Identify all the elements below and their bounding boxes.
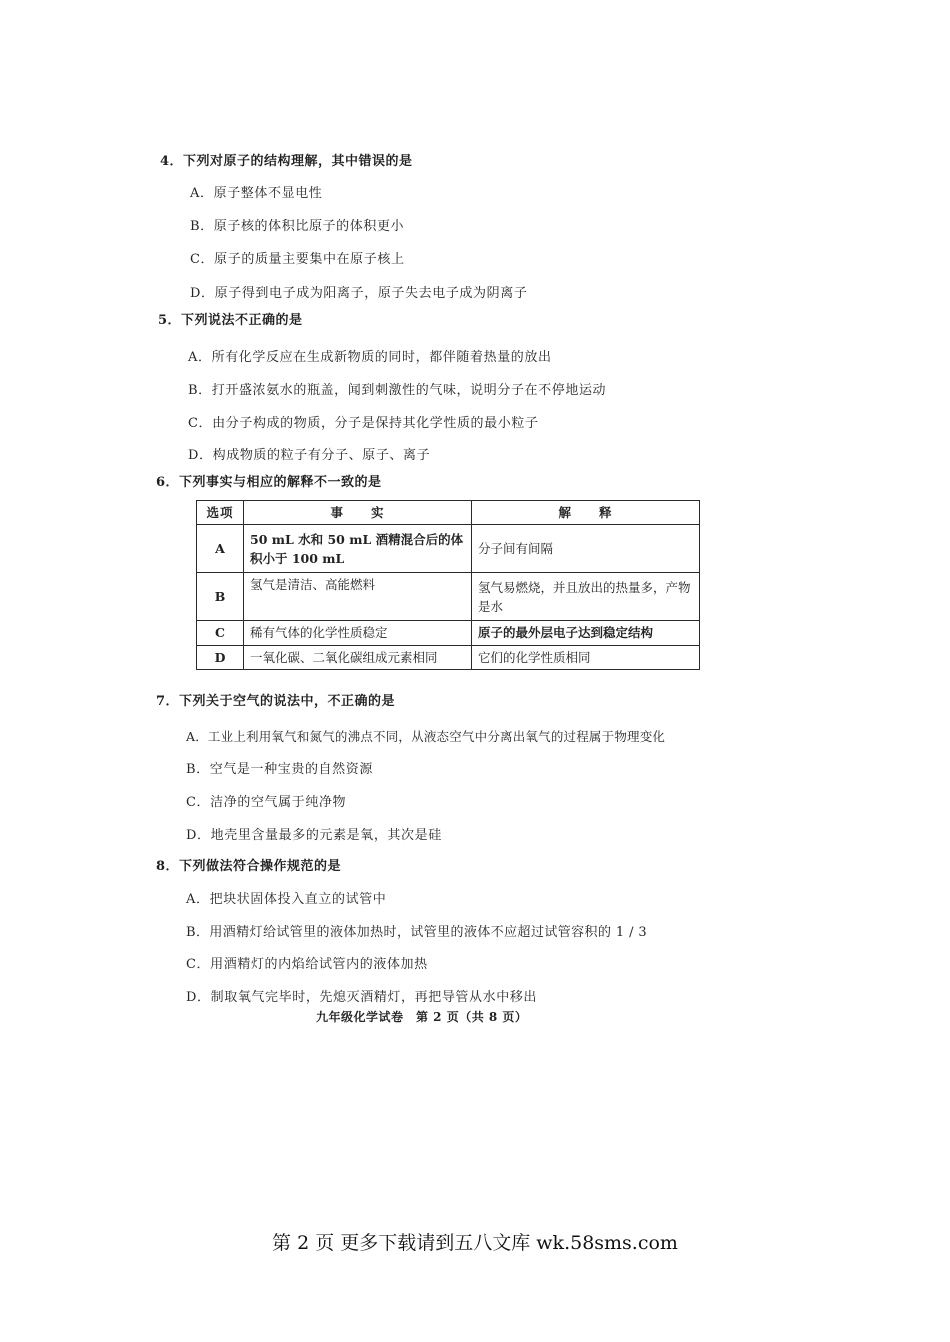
table-cell-fact: 一氧化碳、二氧化碳组成元素相同 [244, 645, 472, 669]
question-8-stem: 8．下列做法符合操作规范的是 [156, 859, 342, 874]
table-cell-explanation: 氢气易燃烧，并且放出的热量多，产物是水 [472, 573, 700, 621]
table-header-fact: 事 实 [244, 501, 472, 525]
table-cell-explanation: 分子间有间隔 [472, 525, 700, 573]
table-cell-fact: 稀有气体的化学性质稳定 [244, 621, 472, 645]
question-4-option-c: C．原子的质量主要集中在原子核上 [190, 252, 405, 267]
table-row [197, 621, 700, 645]
table-cell-explanation: 原子的最外层电子达到稳定结构 [472, 621, 700, 645]
question-8-option-b: B．用酒精灯给试管里的液体加热时，试管里的液体不应超过试管容积的 1 / 3 [186, 925, 648, 940]
question-4-option-b: B．原子核的体积比原子的体积更小 [190, 219, 405, 234]
question-5-option-d: D．构成物质的粒子有分子、原子、离子 [188, 448, 431, 463]
question-7-stem: 7．下列关于空气的说法中，不正确的是 [156, 694, 396, 709]
table-header-row [197, 501, 700, 525]
question-8-option-a: A．把块状固体投入直立的试管中 [186, 892, 387, 907]
table-row [197, 525, 700, 573]
page-footer: 第 2 页 更多下载请到五八文库 wk.58sms.com [272, 1232, 678, 1254]
question-8-option-d: D．制取氧气完毕时，先熄灭酒精灯，再把导管从水中移出 [186, 990, 538, 1005]
table-cell-key: C [197, 621, 244, 645]
question-4-option-d: D．原子得到电子成为阳离子，原子失去电子成为阴离子 [190, 286, 528, 301]
table-cell-key: D [197, 645, 244, 669]
question-4-stem: 4．下列对原子的结构理解，其中错误的是 [160, 154, 413, 169]
question-7-option-b: B．空气是一种宝贵的自然资源 [186, 762, 373, 777]
question-5-option-b: B．打开盛浓氨水的瓶盖，闻到刺激性的气味，说明分子在不停地运动 [188, 383, 607, 398]
question-5-option-c: C．由分子构成的物质，分子是保持其化学性质的最小粒子 [188, 416, 539, 431]
table-cell-fact: 50 mL 水和 50 mL 酒精混合后的体积小于 100 mL [244, 525, 472, 573]
question-6-stem: 6．下列事实与相应的解释不一致的是 [156, 475, 382, 490]
exam-page-indicator: 九年级化学试卷 第 2 页（共 8 页） [316, 1010, 528, 1024]
table-cell-fact: 氢气是清洁、高能燃料 [244, 573, 472, 621]
question-8-option-c: C．用酒精灯的内焰给试管内的液体加热 [186, 957, 428, 972]
question-5-stem: 5．下列说法不正确的是 [158, 313, 303, 328]
question-5-option-a: A．所有化学反应在生成新物质的同时，都伴随着热量的放出 [188, 350, 552, 365]
table-header-option: 选项 [197, 501, 244, 525]
question-4-option-a: A．原子整体不显电性 [190, 186, 323, 201]
table-cell-key: B [197, 573, 244, 621]
table-row [197, 645, 700, 669]
table-header-explanation: 解 释 [472, 501, 700, 525]
table-cell-key: A [197, 525, 244, 573]
question-7-option-c: C．洁净的空气属于纯净物 [186, 795, 347, 810]
question-7-option-a: A．工业上利用氧气和氮气的沸点不同，从液态空气中分离出氧气的过程属于物理变化 [186, 729, 666, 744]
facts-table [196, 500, 700, 670]
question-7-option-d: D．地壳里含量最多的元素是氧，其次是硅 [186, 828, 442, 843]
table-cell-explanation: 它们的化学性质相同 [472, 645, 700, 669]
table-row [197, 573, 700, 621]
